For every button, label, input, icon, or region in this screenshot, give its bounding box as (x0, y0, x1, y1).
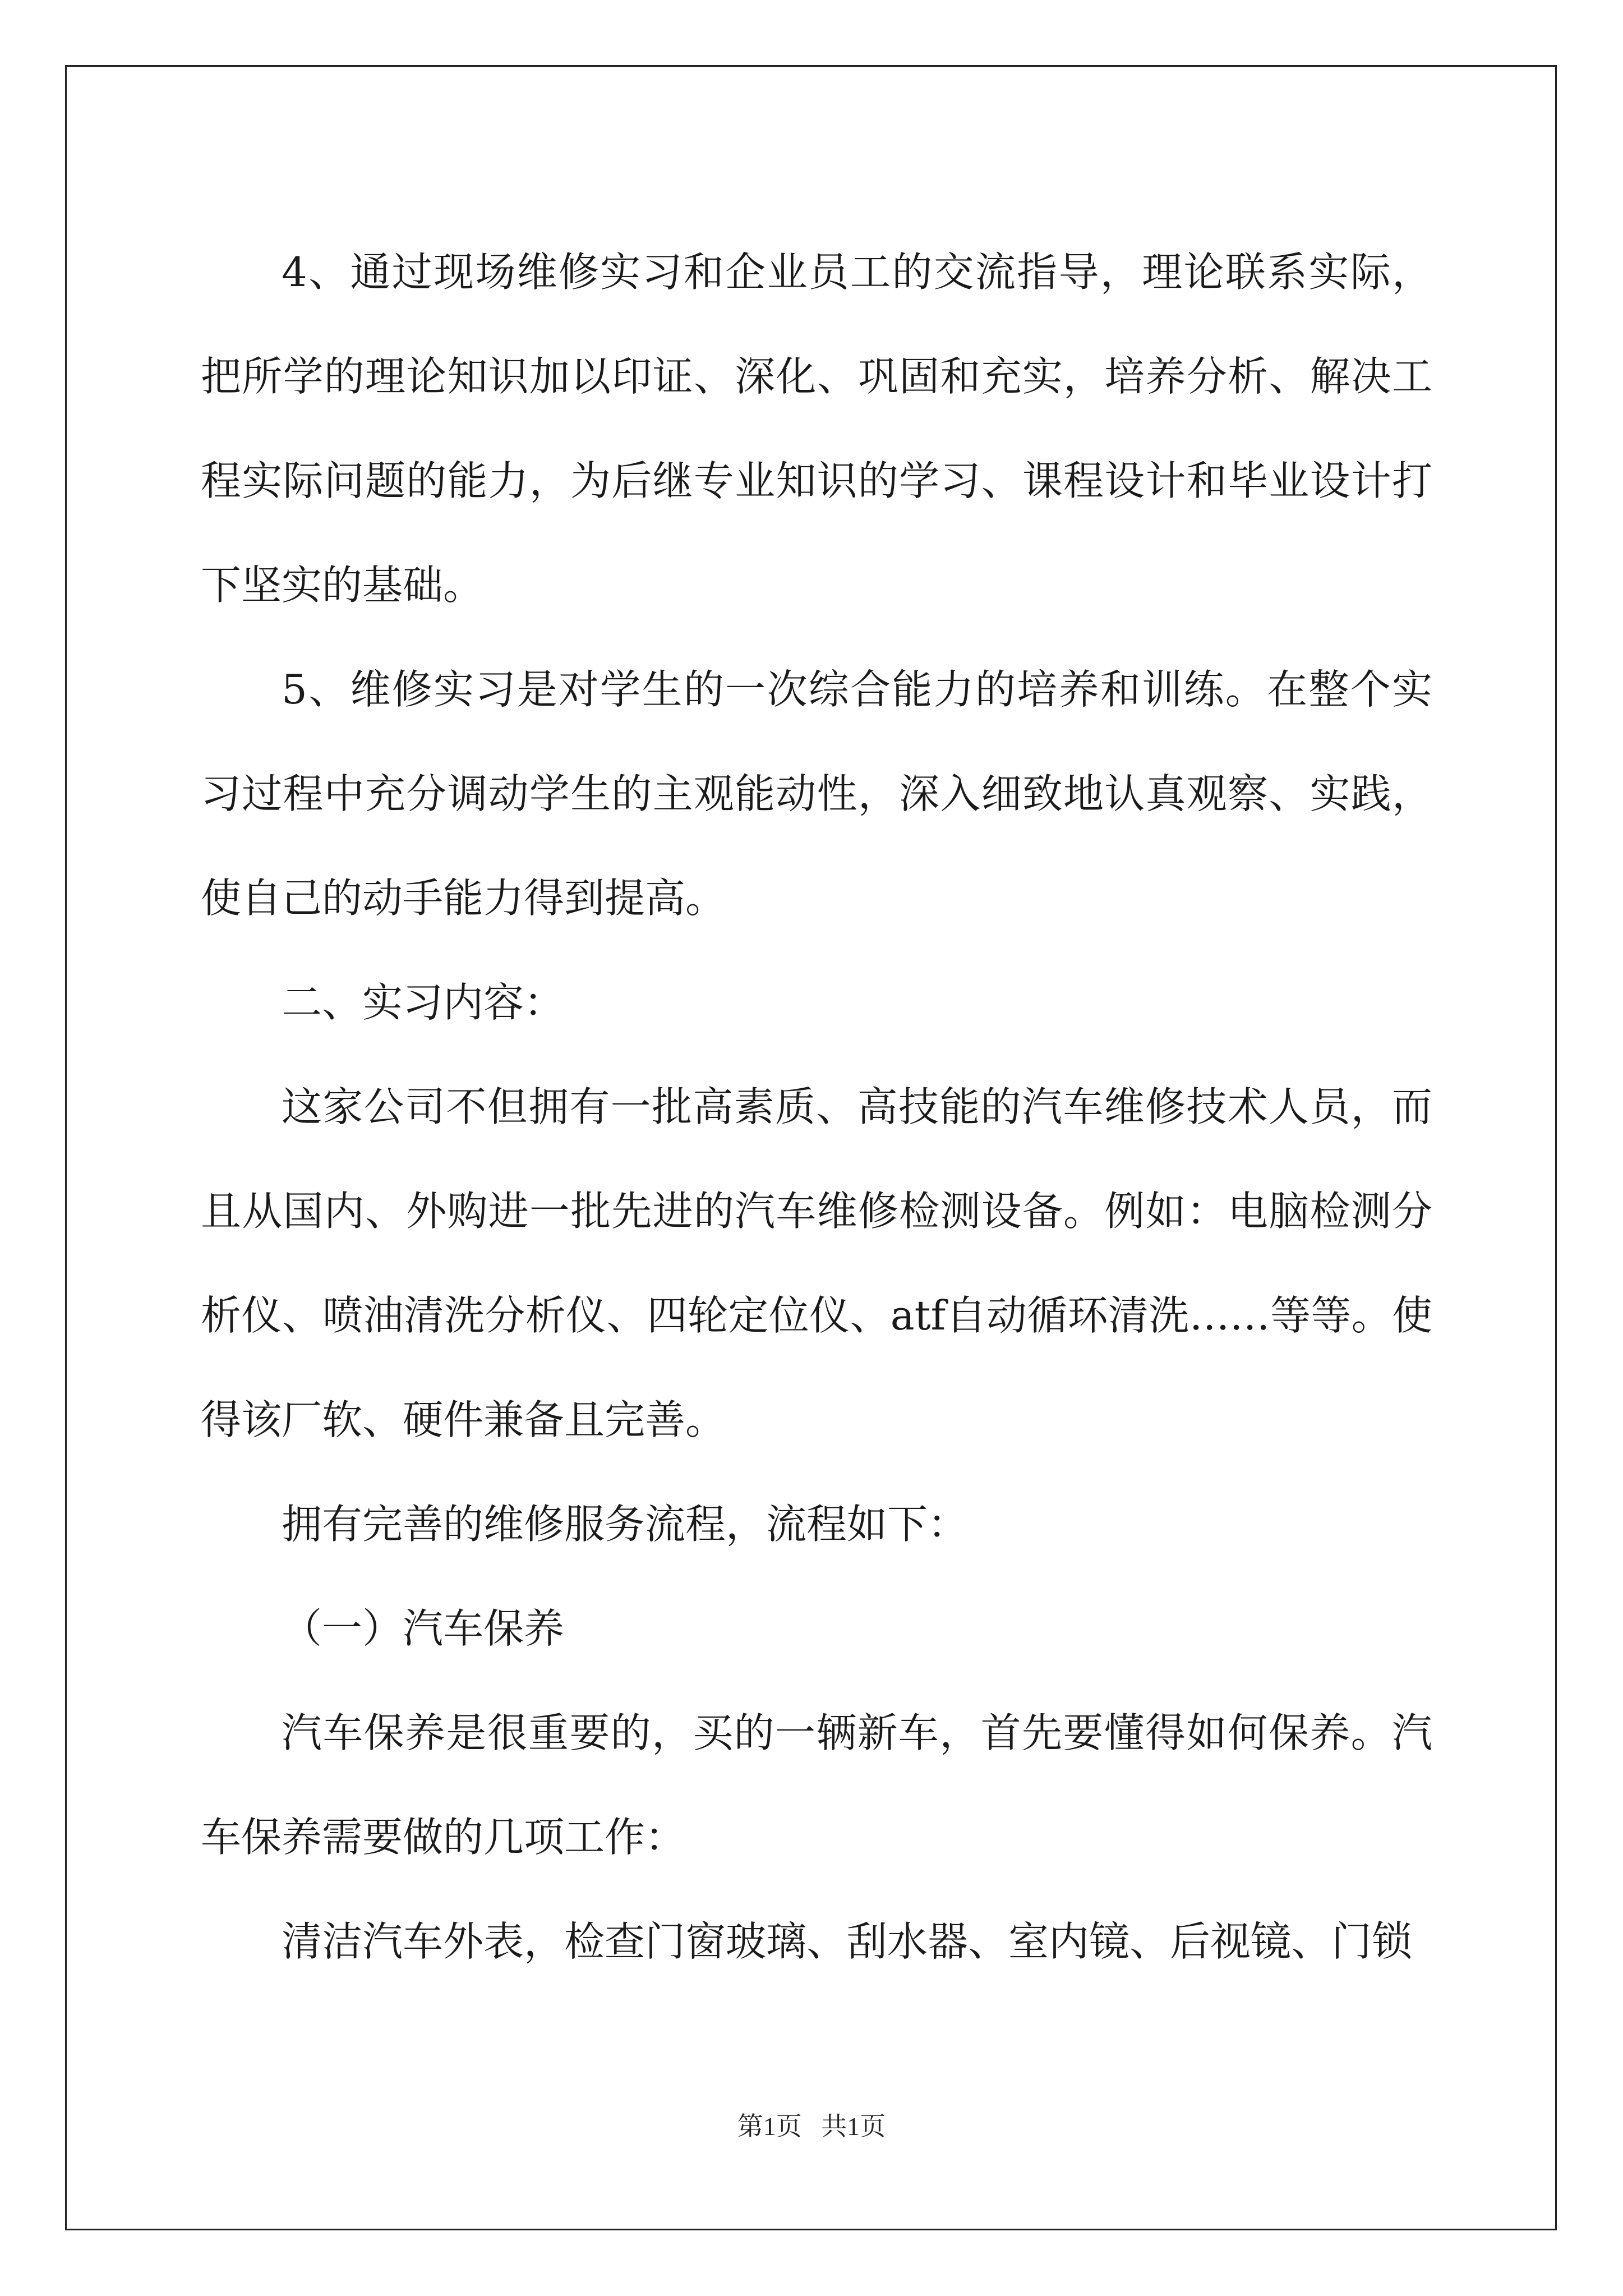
paragraph-process: 拥有完善的维修服务流程，流程如下： (282, 1501, 969, 1548)
page-footer (0, 2106, 1623, 2143)
paragraph-maintenance: 汽车保养是很重要的，买的一辆新车，首先要懂得如何保养。汽车保养需要做的几项工作： (201, 1709, 1432, 1861)
paragraph-objective-5: 5、维修实习是对学生的一次综合能力的培养和训练。在整个实习过程中充分调动学生的主观能动性，深入细致地认真观察、实践，使自己的动手能力得到提高。 (201, 666, 1432, 922)
document-body (201, 220, 1432, 1994)
page-number: 第1页 (737, 2112, 802, 2141)
section-heading-content: 二、实习内容： (282, 979, 565, 1026)
paragraph-company: 这家公司不但拥有一批高素质、高技能的汽车维修技术人员，而且从国内、外购进一批先进的汽车维修检测设备。例如：电脑检测分析仪、喷油清洗分析仪、四轮定位仪、atf自动循环清洗……等等。使得该厂软、硬件兼备且完善。 (201, 1083, 1432, 1443)
paragraph-cleaning: 清洁汽车外表，检查门窗玻璃、刮水器、室内镜、后视镜、门锁 (282, 1918, 1413, 1965)
paragraph-objective-4: 4、通过现场维修实习和企业员工的交流指导，理论联系实际，把所学的理论知识加以印证、深化、巩固和充实，培养分析、解决工程实际问题的能力，为后继专业知识的学习、课程设计和毕业设计打下坚实的基础。 (201, 249, 1432, 609)
subheading-maintenance: （一）汽车保养 (282, 1605, 565, 1652)
page-total: 共1页 (821, 2112, 886, 2141)
